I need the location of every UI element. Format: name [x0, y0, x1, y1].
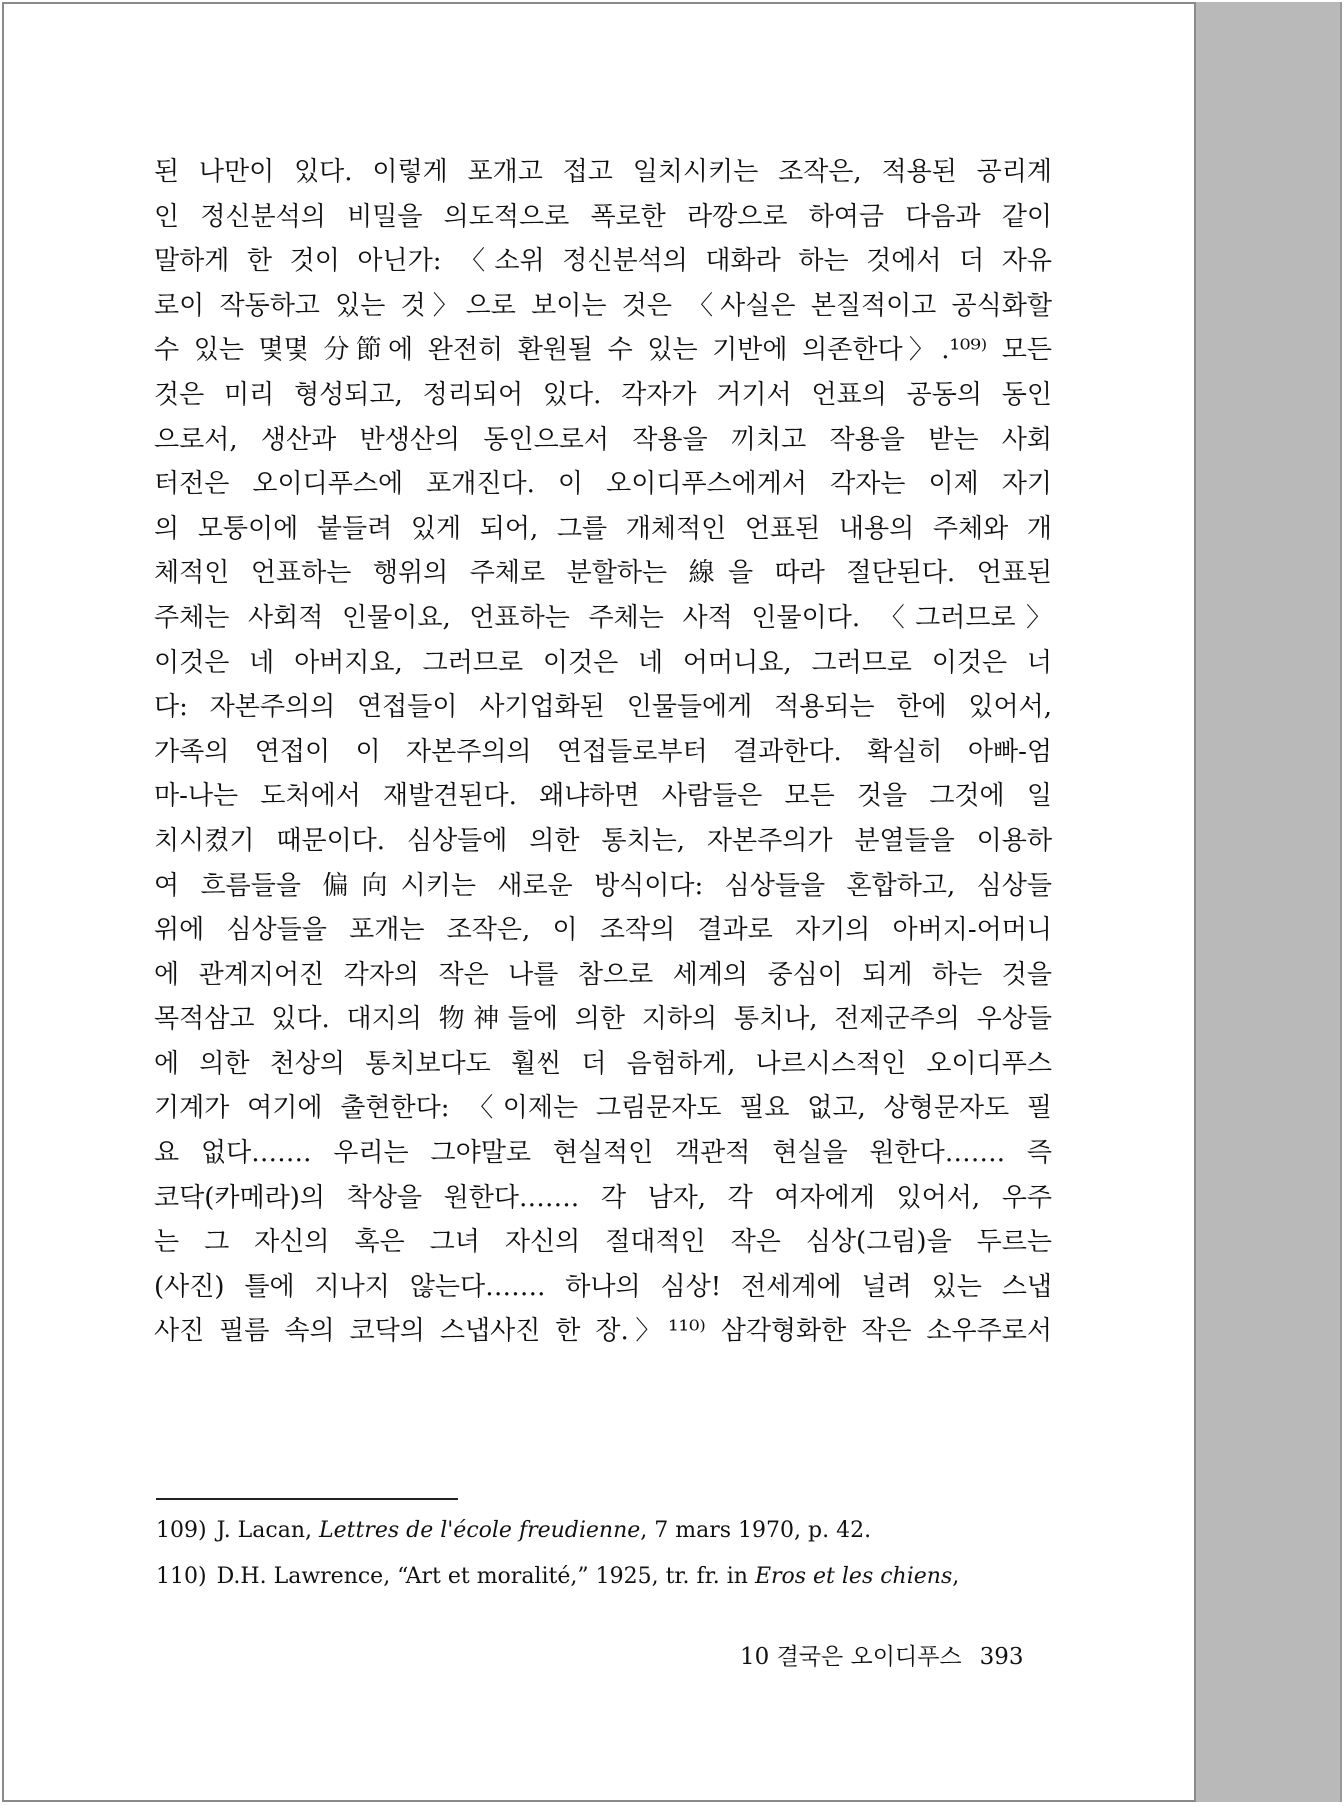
text-line: 는 그 자신의 혹은 그녀 자신의 절대적인 작은 심상(그림)을 두르는	[154, 1227, 1052, 1258]
footnote-rest: ,	[952, 1564, 960, 1589]
footnote-separator	[156, 1498, 458, 1500]
text-line: 여 흐름들을 偏向시키는 새로운 방식이다: 심상들을 혼합하고, 심상들	[154, 870, 1052, 901]
footnote-author: D.H. Lawrence, “Art et moralité,” 1925, tr. fr. in	[216, 1564, 755, 1589]
text-line: 된 나만이 있다. 이렇게 포개고 접고 일치시키는 조작은, 적용된 공리계	[154, 157, 1052, 187]
text-line: 위에 심상들을 포개는 조작은, 이 조작의 결과로 자기의 아버지-어머니	[154, 915, 1052, 946]
footnote-title: Lettres de l'école freudienne	[319, 1518, 641, 1543]
footnote-title: Eros et les chiens	[754, 1564, 953, 1589]
text-line: 에 관계지어진 각자의 작은 나를 참으로 세계의 중심이 되게 하는 것을	[154, 959, 1052, 990]
text-line: 다: 자본주의의 연접들이 사기업화된 인물들에게 적용되는 한에 있어서,	[154, 692, 1052, 723]
text-line: 에 의한 천상의 통치보다도 훨씬 더 음험하게, 나르시스적인 오이디푸스	[154, 1048, 1052, 1079]
text-line: 것은 미리 형성되고, 정리되어 있다. 각자가 거기서 언표의 공동의 동인	[154, 379, 1052, 410]
text-line: 말하게 한 것이 아닌가: 〈소위 정신분석의 대화라 하는 것에서 더 자유	[154, 246, 1052, 277]
text-line: 으로서, 생산과 반생산의 동인으로서 작용을 끼치고 작용을 받는 사회	[154, 424, 1052, 455]
text-line: 치시켰기 때문이다. 심상들에 의한 통치는, 자본주의가 분열들을 이용하	[154, 825, 1052, 856]
footnote-109	[156, 1508, 1056, 1554]
text-line: 인 정신분석의 비밀을 의도적으로 폭로한 라깡으로 하여금 다음과 같이	[154, 201, 1052, 232]
text-line: 로이 작동하고 있는 것〉으로 보이는 것은 〈사실은 본질적이고 공식화할	[154, 290, 1052, 321]
chapter-title: 10 결국은 오이디푸스	[740, 1644, 962, 1670]
text-line: 마-나는 도처에서 재발견된다. 왜냐하면 사람들은 모든 것을 그것에 일	[154, 781, 1052, 812]
footnote-number: 109)	[156, 1518, 207, 1543]
text-line: 의 모퉁이에 붙들려 있게 되어, 그를 개체적인 언표된 내용의 주체와 개	[154, 513, 1052, 544]
footnote-110	[156, 1554, 1056, 1600]
text-line: 목적삼고 있다. 대지의 物神들에 의한 지하의 통치나, 전제군주의 우상들	[154, 1004, 1052, 1035]
page-number: 393	[979, 1644, 1024, 1670]
body-text	[154, 150, 1052, 1354]
text-line: 주체는 사회적 인물이요, 언표하는 주체는 사적 인물이다. 〈그러므로〉	[154, 602, 1052, 633]
text-line: 수 있는 몇몇 分節에 완전히 환원될 수 있는 기반에 의존한다〉.¹⁰⁹⁾ 모든	[154, 335, 1052, 366]
footnote-author: J. Lacan,	[216, 1518, 319, 1543]
text-line: 기계가 여기에 출현한다: 〈이제는 그림문자도 필요 없고, 상형문자도 필	[154, 1093, 1052, 1124]
footnote-rest: , 7 mars 1970, p. 42.	[640, 1518, 872, 1543]
book-page-edge	[1196, 2, 1342, 1802]
text-line: 터전은 오이디푸스에 포개진다. 이 오이디푸스에게서 각자는 이제 자기	[154, 469, 1052, 500]
text-line: (사진) 틀에 지나지 않는다……. 하나의 심상! 전세계에 널려 있는 스냅	[154, 1271, 1052, 1302]
text-line: 이것은 네 아버지요, 그러므로 이것은 네 어머니요, 그러므로 이것은 너	[154, 647, 1052, 678]
text-line: 요 없다……. 우리는 그야말로 현실적인 객관적 현실을 원한다……. 즉	[154, 1138, 1052, 1169]
text-line: 체적인 언표하는 행위의 주체로 분할하는 線을 따라 절단된다. 언표된	[154, 558, 1052, 589]
text-line: 가족의 연접이 이 자본주의의 연접들로부터 결과한다. 확실히 아빠-엄	[154, 736, 1052, 767]
footnote-number: 110)	[156, 1564, 207, 1589]
text-line: 코닥(카메라)의 착상을 원한다……. 각 남자, 각 여자에게 있어서, 우주	[154, 1182, 1052, 1213]
footnotes	[156, 1508, 1056, 1600]
running-footer	[740, 1638, 1060, 1671]
text-line: 사진 필름 속의 코닥의 스냅사진 한 장.〉¹¹⁰⁾ 삼각형화한 작은 소우주로서	[154, 1316, 1052, 1347]
